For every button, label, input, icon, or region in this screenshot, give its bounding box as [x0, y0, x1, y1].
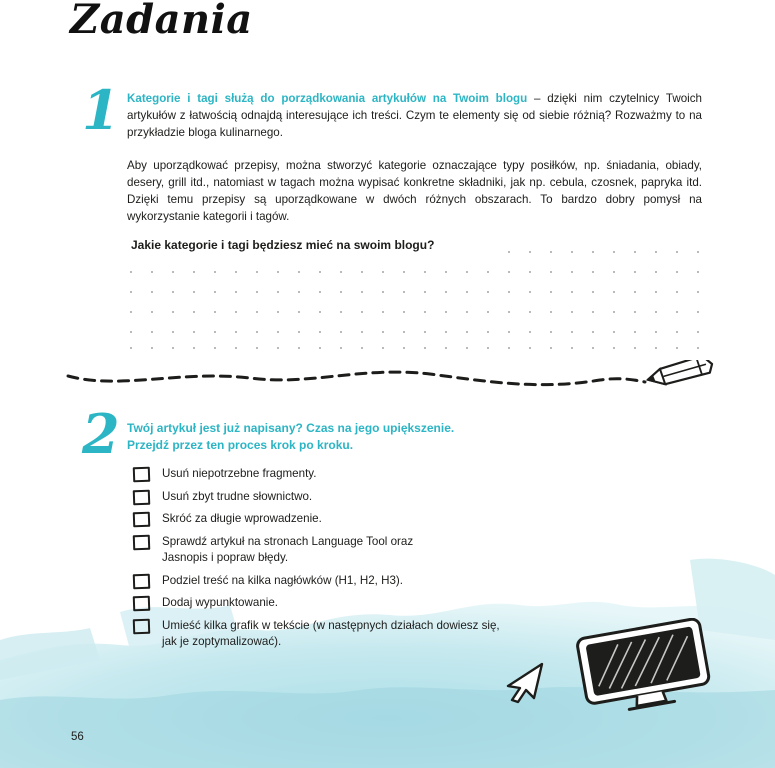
writing-dot: [277, 331, 279, 333]
checklist-item[interactable]: [133, 534, 512, 567]
writing-dot: [151, 347, 153, 349]
writing-dot: [466, 271, 468, 273]
writing-dot: [634, 271, 636, 273]
writing-dot: [340, 347, 342, 349]
writing-dot: [340, 271, 342, 273]
writing-dot: [466, 311, 468, 313]
writing-dot: [424, 331, 426, 333]
writing-dot: [319, 311, 321, 313]
writing-dot: [214, 271, 216, 273]
writing-dot: [445, 311, 447, 313]
writing-dot: [571, 347, 573, 349]
checklist-item[interactable]: [133, 511, 512, 528]
writing-dot: [403, 331, 405, 333]
writing-dot: [655, 331, 657, 333]
writing-dot: [130, 347, 132, 349]
checklist-item[interactable]: [133, 573, 512, 590]
writing-dot: [256, 271, 258, 273]
writing-dot: [655, 311, 657, 313]
writing-dot: [424, 271, 426, 273]
writing-dot: [151, 271, 153, 273]
writing-dot: [277, 311, 279, 313]
task1-paragraph-1-text: – dzięki nim czytelnicy Twoich artykułów z łatwością odnajdą interesujące ich treści. Czym te elementy się od siebie różnią? Rozważmy to na przykładzie bloga kulinarnego.: [127, 92, 702, 139]
writing-dot: [382, 271, 384, 273]
writing-dot: [424, 311, 426, 313]
task2-heading-line2: Przejdź przez ten proces krok po kroku.: [127, 438, 354, 452]
writing-dot: [613, 291, 615, 293]
writing-dot: [634, 331, 636, 333]
task-number-2: 2: [82, 402, 120, 466]
writing-dot: [172, 311, 174, 313]
writing-dot: [214, 311, 216, 313]
writing-dot: [676, 251, 678, 253]
writing-dot: [697, 251, 699, 253]
checkbox-icon[interactable]: [133, 596, 151, 612]
writing-dot: [361, 271, 363, 273]
writing-dot: [655, 251, 657, 253]
writing-dot: [571, 311, 573, 313]
writing-dot: [676, 347, 678, 349]
writing-dot: [592, 271, 594, 273]
checkbox-icon[interactable]: [133, 618, 151, 634]
writing-dot: [340, 291, 342, 293]
writing-dot: [508, 311, 510, 313]
writing-dot: [508, 291, 510, 293]
writing-dot: [529, 271, 531, 273]
writing-dot: [172, 331, 174, 333]
writing-dot: [172, 291, 174, 293]
pencil-icon: [645, 360, 714, 388]
writing-dot: [592, 331, 594, 333]
writing-dot: [382, 347, 384, 349]
writing-dot: [340, 311, 342, 313]
task1-highlight: Kategorie i tagi służą do porządkowania artykułów na Twoim blogu: [127, 92, 528, 105]
writing-dot: [361, 331, 363, 333]
writing-dot: [592, 347, 594, 349]
writing-dot: [676, 331, 678, 333]
checklist-item-label: Sprawdź artykuł na stronach Language Tool oraz Jasnopis i popraw błędy.: [162, 534, 414, 564]
writing-dot: [613, 331, 615, 333]
writing-dot: [466, 331, 468, 333]
page-title: Zadania: [70, 0, 253, 43]
writing-dot: [466, 347, 468, 349]
writing-dot: [382, 291, 384, 293]
checkbox-icon[interactable]: [133, 534, 151, 550]
writing-dot: [529, 251, 531, 253]
checkbox-icon[interactable]: [133, 512, 151, 528]
writing-dot: [214, 291, 216, 293]
writing-dot: [445, 331, 447, 333]
writing-dot: [235, 291, 237, 293]
writing-dot: [508, 251, 510, 253]
writing-dot: [319, 271, 321, 273]
writing-dot: [424, 347, 426, 349]
writing-dot: [340, 331, 342, 333]
writing-dot: [319, 291, 321, 293]
writing-dot: [487, 347, 489, 349]
writing-dot: [571, 271, 573, 273]
writing-dot: [613, 347, 615, 349]
writing-dot: [256, 291, 258, 293]
writing-dot: [151, 291, 153, 293]
writing-dot: [487, 291, 489, 293]
writing-dot: [634, 291, 636, 293]
writing-dot: [571, 251, 573, 253]
writing-dot: [298, 291, 300, 293]
writing-dot: [277, 291, 279, 293]
writing-dot: [697, 331, 699, 333]
writing-dot: [655, 347, 657, 349]
writing-dot: [256, 311, 258, 313]
checklist-item-label: Usuń niepotrzebne fragmenty.: [162, 467, 317, 480]
task1-question: Jakie kategorie i tagi będziesz mieć na swoim blogu?: [131, 238, 435, 252]
writing-dot: [151, 331, 153, 333]
writing-dot: [403, 347, 405, 349]
dotted-writing-area[interactable]: [125, 240, 705, 352]
writing-dot: [298, 311, 300, 313]
writing-dot: [529, 347, 531, 349]
writing-dot: [151, 311, 153, 313]
writing-dot: [235, 271, 237, 273]
writing-dot: [634, 347, 636, 349]
writing-dot: [592, 291, 594, 293]
writing-dot: [214, 347, 216, 349]
writing-dot: [550, 331, 552, 333]
writing-dot: [508, 271, 510, 273]
checkbox-icon[interactable]: [133, 573, 151, 589]
checklist-item-label: Usuń zbyt trudne słownictwo.: [162, 489, 313, 503]
writing-dot: [277, 271, 279, 273]
writing-dot: [130, 271, 132, 273]
writing-dot: [508, 347, 510, 349]
writing-dot: [655, 291, 657, 293]
writing-dot: [550, 347, 552, 349]
writing-dot: [550, 311, 552, 313]
writing-dot: [277, 347, 279, 349]
writing-dot: [235, 311, 237, 313]
writing-dot: [634, 251, 636, 253]
writing-dot: [445, 271, 447, 273]
checkbox-icon[interactable]: [133, 489, 151, 505]
writing-dot: [193, 291, 195, 293]
writing-dot: [130, 311, 132, 313]
writing-dot: [298, 331, 300, 333]
writing-dot: [361, 311, 363, 313]
writing-dot: [361, 291, 363, 293]
writing-dot: [403, 271, 405, 273]
writing-dot: [172, 271, 174, 273]
writing-dot: [592, 251, 594, 253]
writing-dot: [319, 331, 321, 333]
checklist-item[interactable]: [133, 489, 512, 506]
writing-dot: [445, 291, 447, 293]
checkbox-icon[interactable]: [133, 467, 151, 483]
writing-dot: [634, 311, 636, 313]
writing-dot: [424, 291, 426, 293]
writing-dot: [193, 347, 195, 349]
writing-dot: [172, 347, 174, 349]
writing-dot: [403, 311, 405, 313]
writing-dot: [256, 347, 258, 349]
writing-dot: [193, 311, 195, 313]
monitor-icon: [560, 618, 730, 714]
writing-dot: [697, 271, 699, 273]
writing-dot: [256, 331, 258, 333]
task1-paragraph-1: [127, 90, 702, 141]
writing-dot: [697, 347, 699, 349]
writing-dot: [655, 271, 657, 273]
writing-dot: [382, 331, 384, 333]
writing-dot: [529, 331, 531, 333]
writing-dot: [613, 311, 615, 313]
writing-dot: [529, 291, 531, 293]
writing-dot: [697, 291, 699, 293]
writing-dot: [676, 271, 678, 273]
writing-dot: [193, 271, 195, 273]
writing-dot: [403, 291, 405, 293]
checklist-item[interactable]: [133, 466, 512, 483]
writing-dot: [550, 271, 552, 273]
writing-dot: [235, 347, 237, 349]
cursor-arrow-icon: [502, 660, 550, 704]
writing-dot: [130, 291, 132, 293]
task2-heading-line1: Twój artykuł jest już napisany? Czas na jego upiększenie.: [127, 421, 455, 435]
writing-dot: [487, 271, 489, 273]
writing-dot: [298, 271, 300, 273]
writing-dot: [361, 347, 363, 349]
writing-dot: [466, 291, 468, 293]
writing-dot: [298, 347, 300, 349]
writing-dot: [508, 331, 510, 333]
task2-heading: [127, 420, 454, 454]
writing-dot: [130, 331, 132, 333]
writing-dot: [550, 251, 552, 253]
writing-dot: [550, 291, 552, 293]
task1-paragraph-2: Aby uporządkować przepisy, można stworzyć kategorie oznaczające typy posiłków, np. śniadania, obiady, desery, grill itd., natomiast w tagach można wypisać konkretne składniki, jak np. cebula, czosnek, papryka itd. Dzięki temu przepisy są uporządkowane w dwóch różnych obszarach. To bardzo dobry pomysł na wykorzystanie kategorii i tagów.: [127, 159, 702, 223]
writing-dot: [193, 331, 195, 333]
writing-dot: [214, 331, 216, 333]
writing-dot: [697, 311, 699, 313]
page-number: 56: [71, 731, 84, 743]
writing-dot: [676, 311, 678, 313]
writing-dot: [487, 331, 489, 333]
writing-dot: [592, 311, 594, 313]
writing-dot: [235, 331, 237, 333]
writing-dot: [382, 311, 384, 313]
writing-dot: [613, 271, 615, 273]
writing-dot: [571, 291, 573, 293]
writing-dot: [445, 347, 447, 349]
checklist-item[interactable]: [133, 618, 512, 651]
checklist-item-label: Podziel treść na kilka nagłówków (H1, H2, H3).: [162, 573, 403, 587]
writing-dot: [319, 347, 321, 349]
writing-dot: [571, 331, 573, 333]
task2-checklist: [133, 466, 512, 651]
writing-dot: [487, 311, 489, 313]
checklist-item-label: Umieść kilka grafik w tekście (w następnych działach dowiesz się, jak je zoptymalizować).: [162, 618, 500, 648]
checklist-item-label: Dodaj wypunktowanie.: [162, 596, 279, 609]
writing-dot: [676, 291, 678, 293]
writing-dot: [529, 311, 531, 313]
writing-dot: [613, 251, 615, 253]
checklist-item[interactable]: [133, 595, 512, 612]
checklist-item-label: Skróć za długie wprowadzenie.: [162, 512, 322, 525]
task-number-1: 1: [82, 78, 120, 142]
dashed-divider-with-pencil: [60, 360, 730, 400]
